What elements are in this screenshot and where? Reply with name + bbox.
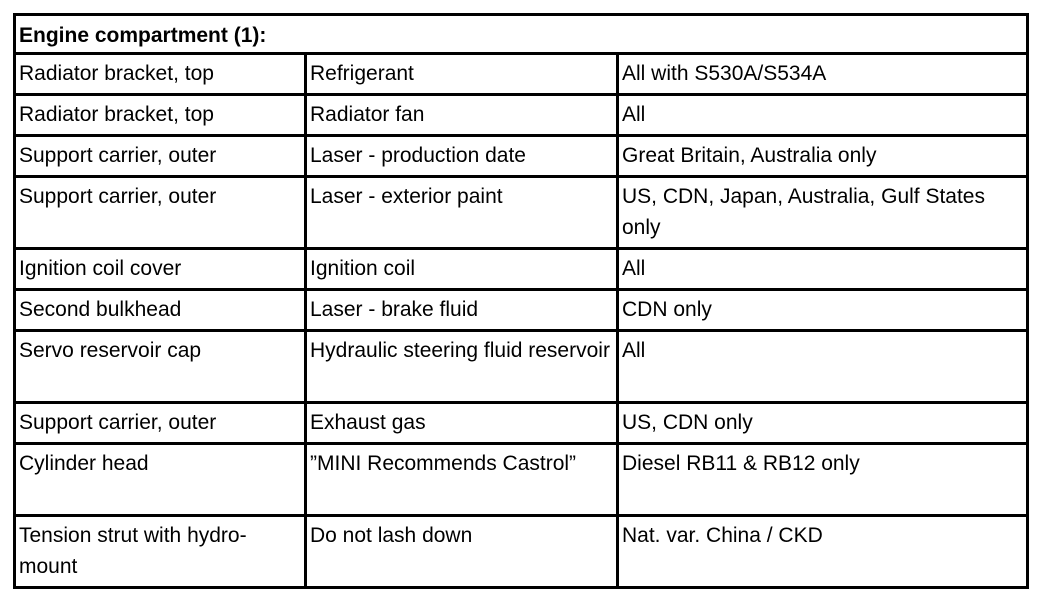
- label-cell: Laser - brake fluid: [306, 290, 618, 331]
- label-cell: ”MINI Recommends Castrol”: [306, 444, 618, 516]
- label-cell: Laser - exterior paint: [306, 177, 618, 249]
- label-cell: Ignition coil: [306, 249, 618, 290]
- applies-to-cell: Great Britain, Australia only: [618, 136, 1028, 177]
- table-row: [15, 290, 1028, 331]
- applies-to-cell: US, CDN only: [618, 403, 1028, 444]
- applies-to-cell: CDN only: [618, 290, 1028, 331]
- location-cell: Cylinder head: [15, 444, 306, 516]
- table-row: [15, 331, 1028, 403]
- location-cell: Second bulkhead: [15, 290, 306, 331]
- location-cell: Radiator bracket, top: [15, 54, 306, 95]
- table-heading-row: [15, 15, 1028, 54]
- table-heading: Engine compartment (1):: [15, 15, 1028, 54]
- applies-to-cell: All with S530A/S534A: [618, 54, 1028, 95]
- label-cell: Do not lash down: [306, 516, 618, 588]
- label-cell: Laser - production date: [306, 136, 618, 177]
- location-cell: Ignition coil cover: [15, 249, 306, 290]
- engine-compartment-table: [13, 13, 1029, 589]
- applies-to-cell: All: [618, 95, 1028, 136]
- label-cell: Refrigerant: [306, 54, 618, 95]
- location-cell: Support carrier, outer: [15, 177, 306, 249]
- location-cell: Radiator bracket, top: [15, 95, 306, 136]
- label-cell: Radiator fan: [306, 95, 618, 136]
- label-cell: Exhaust gas: [306, 403, 618, 444]
- table-row: [15, 403, 1028, 444]
- applies-to-cell: US, CDN, Japan, Australia, Gulf States only: [618, 177, 1028, 249]
- table-row: [15, 516, 1028, 588]
- location-cell: Support carrier, outer: [15, 136, 306, 177]
- location-cell: Support carrier, outer: [15, 403, 306, 444]
- applies-to-cell: All: [618, 249, 1028, 290]
- applies-to-cell: Nat. var. China / CKD: [618, 516, 1028, 588]
- applies-to-cell: Diesel RB11 & RB12 only: [618, 444, 1028, 516]
- table-row: [15, 444, 1028, 516]
- table-row: [15, 54, 1028, 95]
- table-row: [15, 136, 1028, 177]
- location-cell: Tension strut with hydro-mount: [15, 516, 306, 588]
- table-row: [15, 177, 1028, 249]
- table-row: [15, 95, 1028, 136]
- label-cell: Hydraulic steering fluid reservoir: [306, 331, 618, 403]
- location-cell: Servo reservoir cap: [15, 331, 306, 403]
- applies-to-cell: All: [618, 331, 1028, 403]
- table-row: [15, 249, 1028, 290]
